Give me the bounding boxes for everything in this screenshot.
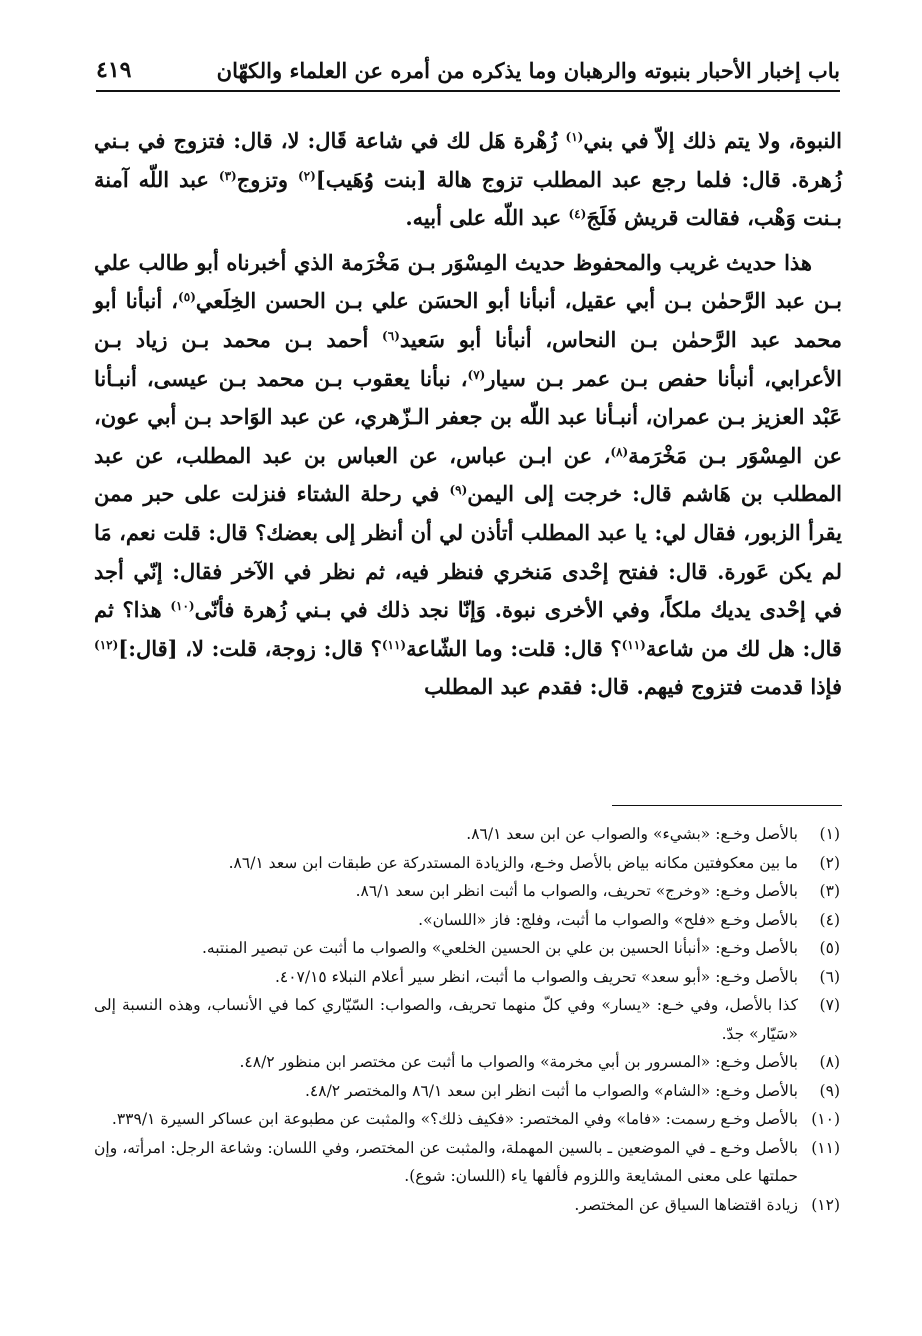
footnote-number: (٤) — [819, 910, 840, 929]
footnote-text: بالأصل وخـع ـ في الموضعين ـ بالسين المهملة، والمثبت عن المختصر، وفي اللسان: وشاعة الرجل: امرأته، وإن حملتها على معنى المشايعة واللزوم فألفها ياء (اللسان: شوع). — [94, 1138, 798, 1185]
footnote-ref: (٣) — [218, 168, 237, 183]
footnote-ref: (١١) — [621, 637, 646, 652]
footnote — [94, 849, 840, 878]
footnote-separator — [612, 805, 842, 806]
footnotes — [94, 820, 840, 1219]
paragraph — [94, 122, 842, 238]
footnote-ref: (٩) — [449, 483, 468, 498]
footnote-ref: (٨) — [610, 444, 629, 459]
footnote-ref: (٤) — [568, 207, 587, 222]
footnote-number: (١) — [819, 825, 840, 843]
footnote-text: كذا بالأصل، وفي خـع: «يسار» وفي كلّ منهما تحريف، والصواب: السّيّاري كما في الأنساب، وهذه النسبة إلى «سَيّار» جدّ. — [94, 996, 798, 1043]
text-run: فإذا قدمت فتزوج فيهم. قال: فقدم عبد المطلب — [424, 674, 842, 700]
footnote-text: ما بين معكوفتين مكانه بياض بالأصل وخـع، والزيادة المستدركة عن طبقات ابن سعد ٨٦/١. — [228, 853, 798, 872]
paragraph — [94, 244, 842, 707]
footnote-ref: (٥) — [178, 290, 196, 305]
page-number: ٤١٩ — [96, 57, 132, 83]
text-run: أحمد بـن محمد بـن زياد بـن الأعرابي، أنبأنا حفص بـن عمر بـن سيار — [94, 326, 842, 391]
text-run: ، نبأنا يعقوب بـن محمد بـن عيسى، أنبـأنا عَبْد العزيز بـن عمران، أنبـأنا عبد اللّه بن جعفر الـزّهري، عن عبد الوَاحد بـن أبي عون، عن المِسْوَر بـن مَخْرَمة — [94, 365, 842, 468]
footnote-text: بالأصل وخـع: «بشيء» والصواب عن ابن سعد ٨٦/١. — [466, 825, 798, 843]
footnote-ref: (١٠) — [170, 599, 195, 614]
footnote-ref: (٧) — [467, 367, 486, 382]
footnote-text: بالأصل وخـع: «أبو سعد» تحريف والصواب ما أثبت، انظر سير أعلام النبلاء ٤٠٧/١٥. — [274, 967, 798, 986]
footnote-number: (٨) — [819, 1053, 840, 1071]
footnote-text: بالأصل وخـع «فلح» والصواب ما أثبت، وفلج: فاز «اللسان». — [418, 910, 798, 929]
footnote — [94, 877, 840, 906]
footnote-text: بالأصل وخـع: «الشام» والصواب ما أثبت انظر ابن سعد ٨٦/١ والمختصر ٤٨/٢. — [304, 1081, 798, 1100]
footnote-number: (٢) — [819, 853, 840, 872]
text-run: ، عن ابـن عباس، عن العباس بن عبد المطلب، عن عبد المطلب بن هَاشم قال: خرجت إلى اليمن — [94, 442, 842, 507]
text-run: في رحلة الشتاء فنزلت على حبر ممن يقرأ الزبور، فقال لي: يا عبد المطلب أتأذن لي أن أنظر إلى بعضك؟ قال: قلت نعم، مَا لم يكن عَورة. قال: ففتح إحْدى مَنخري فنظر فيه، ثم نظر في الآخر فقال: إنّي أجد في إحْدى يديك ملكاً، وفي الأخرى نبوة. وَإنّا نجد ذلك في بـني زُهرة فأنّى — [94, 481, 842, 623]
footnote — [94, 820, 840, 849]
text-run: ؟ قال: زوجة، قلت: لا، [قال:] — [118, 635, 382, 661]
text-run: ؟ قال: قلت: وما الشّاعة — [406, 635, 622, 661]
footnote-text: بالأصل وخـع: «وخرج» تحريف، والصواب ما أثبت انظر ابن سعد ٨٦/١. — [355, 882, 798, 900]
footnote-number: (٥) — [819, 939, 840, 957]
footnote-text: بالأصل وخـع رسمت: «فاما» وفي المختصر: «فكيف ذلك؟» والمثبت عن مطبوعة ابن عساكر السيرة ٣٣٩/١. — [111, 1110, 798, 1128]
footnote-number: (٣) — [819, 882, 840, 900]
footnote — [94, 1077, 840, 1106]
text-run: وتزوج — [236, 166, 298, 192]
footnote-ref: (٢) — [297, 168, 316, 183]
chapter-title: باب إخبار الأحبار بنبوته والرهبان وما يذكره من أمره عن العلماء والكهّان — [216, 57, 840, 83]
footnote — [94, 991, 840, 1048]
footnote-ref: (١١) — [381, 637, 407, 652]
footnote-text: بالأصل وخـع: «المسرور بن أبي مخرمة» والصواب ما أثبت عن مختصر ابن منظور ٤٨/٢. — [239, 1053, 798, 1071]
footnote-number: (١٢) — [811, 1195, 840, 1214]
footnote — [94, 934, 840, 963]
footnote — [94, 1134, 840, 1191]
footnote-number: (١٠) — [811, 1110, 840, 1128]
footnote-text: بالأصل وخـع: «أنبأنا الحسين بن علي بن الحسين الخلعي» والصواب ما أثبت عن تبصير المنتبه. — [202, 939, 798, 957]
footnote — [94, 906, 840, 935]
footnote-ref: (٦) — [382, 328, 400, 343]
text-run: زُهْرة هَل لك في شاعة قَال: لا، قال: فتزوج في بـني زُهرة. قال: فلما رجع عبد المطلب تزوج هالة [بنت وُهَيب] — [94, 128, 842, 192]
text-run: هذا حديث غريب والمحفوظ حديث المِسْوَر بـن مَخْرَمة الذي أخبرناه أبو طالب علي بـن عبد الرَّحمٰن بـن أبي عقيل، أنبأنا أبو الحسَن علي بـن الحسن الخِلَعي — [94, 249, 842, 314]
footnote-ref: (١٢) — [94, 637, 119, 652]
running-header — [96, 50, 840, 92]
footnote — [94, 963, 840, 992]
footnote-ref: (١) — [565, 130, 584, 144]
footnote-text: زيادة اقتضاها السياق عن المختصر. — [574, 1195, 798, 1214]
footnote — [94, 1048, 840, 1077]
text-run: ، أنبأنا أبو محمد عبد الرَّحمٰن بـن النحاس، أنبأنا أبو سَعيد — [94, 288, 842, 352]
footnote — [94, 1191, 840, 1220]
footnote-number: (٩) — [819, 1081, 840, 1100]
main-text — [94, 122, 842, 707]
footnote-number: (١١) — [811, 1138, 840, 1157]
footnote-number: (٧) — [819, 996, 840, 1014]
text-run: عبد اللّه على أبيه. — [405, 205, 569, 231]
text-run: النبوة، ولا يتم ذلك إلاّ في بني — [583, 128, 843, 153]
text-run: هذا؟ ثم قال: هل لك من شاعة — [94, 597, 842, 661]
text-run: عبد اللّه آمنة بـنت وَهْب، فقالت قريش فَلَجَ — [94, 166, 842, 231]
footnote — [94, 1105, 840, 1134]
footnote-number: (٦) — [819, 967, 840, 986]
